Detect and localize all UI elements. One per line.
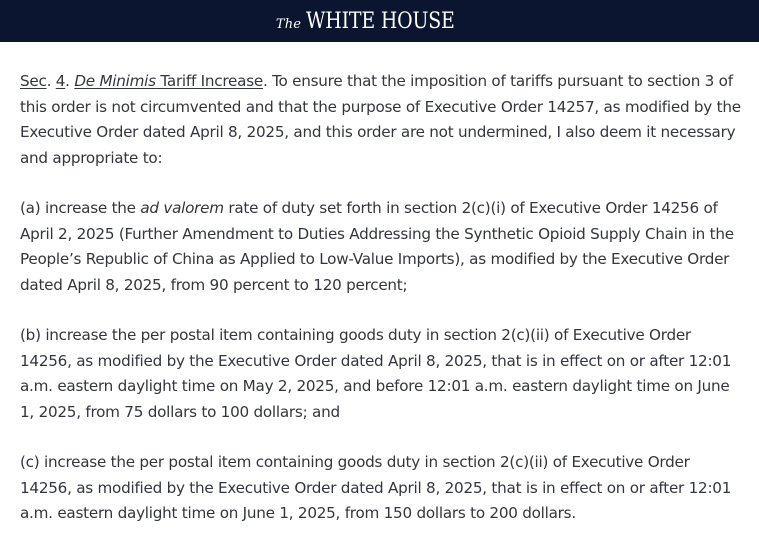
item-a bbox=[20, 196, 744, 298]
sec-number: 4 bbox=[55, 72, 66, 90]
section-4-intro bbox=[20, 69, 744, 171]
section-title-end: . bbox=[262, 72, 268, 90]
site-header bbox=[0, 0, 759, 42]
logo-name: WHITE HOUSE bbox=[306, 8, 455, 34]
sec-sep: . bbox=[65, 72, 75, 90]
section-intro-text: To ensure that the imposition of tariffs pursuant to section 3 of this order is not circumvented and that the purpose of Executive Order 14257, as modified by the Executive Order dated April 8, 2025, and this order are not undermined, I also deem it necessary and appropriate to: bbox=[20, 72, 741, 167]
item-a-prefix: (a) increase the bbox=[20, 199, 141, 217]
sec-label: Sec bbox=[20, 72, 47, 90]
sec-dot: . bbox=[46, 72, 56, 90]
section-title-italic: De Minimis bbox=[74, 72, 156, 90]
document-body bbox=[20, 69, 744, 552]
item-b: (b) increase the per postal item containing goods duty in section 2(c)(ii) of Executive Order 14256, as modified by the Executive Order dated April 8, 2025, that is in effect on or after 12:01 a.m. eastern daylight time on May 2, 2025, and before 12:01 a.m. eastern daylight time on June 1, 2025, from 75 dollars to 100 dollars; and bbox=[20, 326, 732, 421]
item-a-italic: ad valorem bbox=[140, 199, 224, 217]
section-title-rest: Tariff Increase bbox=[155, 72, 263, 90]
item-a-rest: rate of duty set forth in section 2(c)(i) of Executive Order 14256 of April 2, 2025 (Further Amendment to Duties Addressing the Synthetic Opioid Supply Chain in the People’s Republic of China as Applied to Low-Value Imports), as modified by the Executive Order dated April 8, 2025, from 90 percent to 120 percent; bbox=[20, 199, 734, 294]
item-c: (c) increase the per postal item containing goods duty in section 2(c)(ii) of Executive Order 14256, as modified by the Executive Order dated April 8, 2025, that is in effect on or after 12:01 a.m. eastern daylight time on June 1, 2025, from 150 dollars to 200 dollars. bbox=[20, 453, 732, 522]
white-house-logo[interactable] bbox=[276, 9, 479, 34]
logo-the: The bbox=[275, 16, 302, 32]
